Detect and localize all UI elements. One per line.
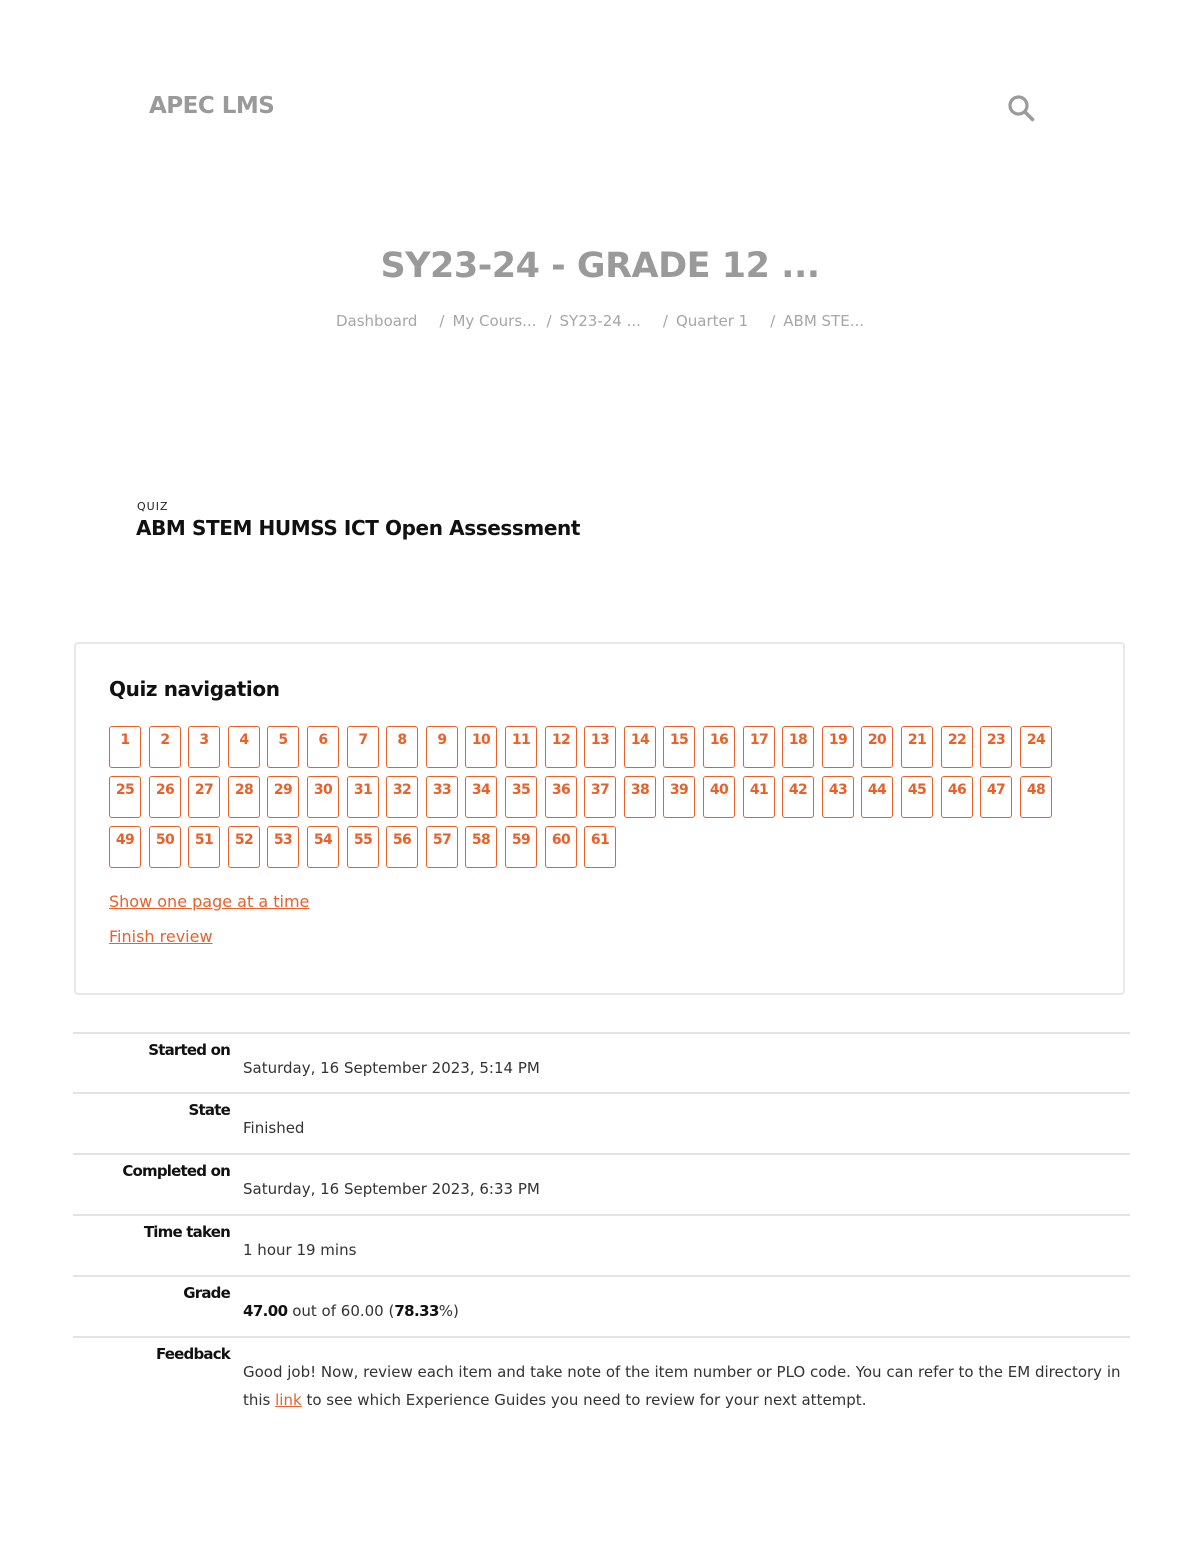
question-nav-button[interactable]: 4	[228, 726, 260, 768]
breadcrumb-separator: /	[439, 312, 445, 330]
question-nav-button[interactable]: 31	[347, 776, 379, 818]
grade-close: %)	[438, 1302, 459, 1320]
question-nav-button[interactable]: 25	[109, 776, 141, 818]
question-nav-button[interactable]: 53	[267, 826, 299, 868]
question-nav-button[interactable]: 14	[624, 726, 656, 768]
question-nav-button[interactable]: 33	[426, 776, 458, 818]
question-nav-button[interactable]: 32	[386, 776, 418, 818]
breadcrumb-my-courses[interactable]: My Cours...	[452, 312, 537, 330]
completed-on-value: Saturday, 16 September 2023, 6:33 PM	[243, 1180, 540, 1198]
question-nav-button[interactable]: 42	[782, 776, 814, 818]
summary-row-started	[73, 1032, 1130, 1092]
question-nav-button[interactable]: 43	[822, 776, 854, 818]
breadcrumb-dashboard[interactable]: Dashboard	[335, 312, 418, 330]
question-nav-button[interactable]: 7	[347, 726, 379, 768]
question-nav-button[interactable]: 37	[584, 776, 616, 818]
question-nav-button[interactable]: 45	[901, 776, 933, 818]
question-nav-button[interactable]: 5	[267, 726, 299, 768]
summary-row-completed	[73, 1153, 1130, 1214]
question-nav-button[interactable]: 44	[861, 776, 893, 818]
feedback-value	[243, 1358, 1123, 1414]
search-icon	[1006, 93, 1036, 123]
quiz-kicker: QUIZ	[137, 500, 169, 513]
question-nav-button[interactable]: 48	[1020, 776, 1052, 818]
question-nav-button[interactable]: 54	[307, 826, 339, 868]
summary-row-feedback	[73, 1336, 1130, 1426]
question-nav-button[interactable]: 23	[980, 726, 1012, 768]
question-nav-button[interactable]: 61	[584, 826, 616, 868]
question-nav-button[interactable]: 26	[149, 776, 181, 818]
question-nav-button[interactable]: 13	[584, 726, 616, 768]
question-nav-button[interactable]: 22	[941, 726, 973, 768]
question-nav-button[interactable]: 30	[307, 776, 339, 818]
breadcrumb	[0, 312, 1200, 330]
started-on-value: Saturday, 16 September 2023, 5:14 PM	[243, 1059, 540, 1077]
question-nav-button[interactable]: 27	[188, 776, 220, 818]
time-taken-value: 1 hour 19 mins	[243, 1241, 357, 1259]
grade-label: Grade	[183, 1284, 230, 1302]
quiz-navigation-block	[74, 642, 1125, 995]
grade-percent: 78.33	[394, 1302, 439, 1320]
completed-on-label: Completed on	[122, 1162, 230, 1180]
finish-review-link[interactable]: Finish review	[109, 927, 213, 946]
question-nav-button[interactable]: 28	[228, 776, 260, 818]
feedback-link[interactable]: link	[275, 1391, 302, 1409]
question-nav-button[interactable]: 1	[109, 726, 141, 768]
grade-value	[243, 1297, 1123, 1325]
summary-row-state	[73, 1092, 1130, 1153]
grade-score: 47.00	[243, 1302, 288, 1320]
breadcrumb-separator: /	[546, 312, 552, 330]
attempt-summary-table	[73, 1032, 1130, 1426]
summary-row-time-taken	[73, 1214, 1130, 1275]
question-nav-button[interactable]: 24	[1020, 726, 1052, 768]
question-nav-button[interactable]: 60	[545, 826, 577, 868]
question-nav-button[interactable]: 41	[743, 776, 775, 818]
breadcrumb-quiz[interactable]: ABM STE...	[783, 312, 864, 330]
question-nav-button[interactable]: 55	[347, 826, 379, 868]
state-label: State	[188, 1101, 230, 1119]
question-nav-button[interactable]: 49	[109, 826, 141, 868]
question-nav-button[interactable]: 34	[465, 776, 497, 818]
course-title: SY23-24 - GRADE 12 ...	[380, 246, 820, 286]
question-nav-button[interactable]: 38	[624, 776, 656, 818]
question-nav-button[interactable]: 58	[465, 826, 497, 868]
feedback-text: Good job! Now, review each item and take note of the item number or PLO code. You can refer to the EM directory in this	[243, 1363, 1121, 1409]
question-nav-button[interactable]: 46	[941, 776, 973, 818]
grade-out-of: out of 60.00 (	[287, 1302, 395, 1320]
question-nav-button[interactable]: 47	[980, 776, 1012, 818]
breadcrumb-quarter[interactable]: Quarter 1	[675, 312, 749, 330]
quiz-navigation-heading: Quiz navigation	[109, 677, 280, 701]
question-nav-button[interactable]: 17	[743, 726, 775, 768]
breadcrumb-course[interactable]: SY23-24 ...	[559, 312, 641, 330]
question-nav-button[interactable]: 8	[386, 726, 418, 768]
started-on-label: Started on	[148, 1041, 230, 1059]
question-nav-button[interactable]: 52	[228, 826, 260, 868]
question-nav-button[interactable]: 19	[822, 726, 854, 768]
feedback-label: Feedback	[155, 1345, 230, 1363]
question-nav-button[interactable]: 36	[545, 776, 577, 818]
show-one-page-link[interactable]: Show one page at a time	[109, 892, 310, 911]
question-nav-button[interactable]: 11	[505, 726, 537, 768]
question-nav-button[interactable]: 39	[663, 776, 695, 818]
breadcrumb-separator: /	[770, 312, 776, 330]
quiz-title: ABM STEM HUMSS ICT Open Assessment	[136, 516, 580, 540]
question-nav-button[interactable]: 20	[861, 726, 893, 768]
question-nav-button[interactable]: 16	[703, 726, 735, 768]
question-nav-button[interactable]: 6	[307, 726, 339, 768]
question-nav-button[interactable]: 59	[505, 826, 537, 868]
site-brand[interactable]: APEC LMS	[149, 93, 275, 119]
question-nav-button[interactable]: 35	[505, 776, 537, 818]
question-nav-button[interactable]: 10	[465, 726, 497, 768]
question-nav-button[interactable]: 29	[267, 776, 299, 818]
question-nav-button[interactable]: 18	[782, 726, 814, 768]
question-nav-button[interactable]: 57	[426, 826, 458, 868]
search-button[interactable]	[1004, 91, 1038, 125]
summary-row-grade	[73, 1275, 1130, 1336]
question-nav-button[interactable]: 12	[545, 726, 577, 768]
question-nav-button[interactable]: 21	[901, 726, 933, 768]
question-nav-button[interactable]: 50	[149, 826, 181, 868]
question-nav-button[interactable]: 51	[188, 826, 220, 868]
question-nav-button[interactable]: 3	[188, 726, 220, 768]
state-value: Finished	[243, 1119, 305, 1137]
question-nav-button[interactable]: 15	[663, 726, 695, 768]
question-nav-button[interactable]: 2	[149, 726, 181, 768]
feedback-text-end: to see which Experience Guides you need to review for your next attempt.	[301, 1391, 867, 1409]
question-nav-button[interactable]: 56	[386, 826, 418, 868]
time-taken-label: Time taken	[143, 1223, 230, 1241]
breadcrumb-separator: /	[662, 312, 668, 330]
question-nav-button[interactable]: 40	[703, 776, 735, 818]
question-nav-button[interactable]: 9	[426, 726, 458, 768]
